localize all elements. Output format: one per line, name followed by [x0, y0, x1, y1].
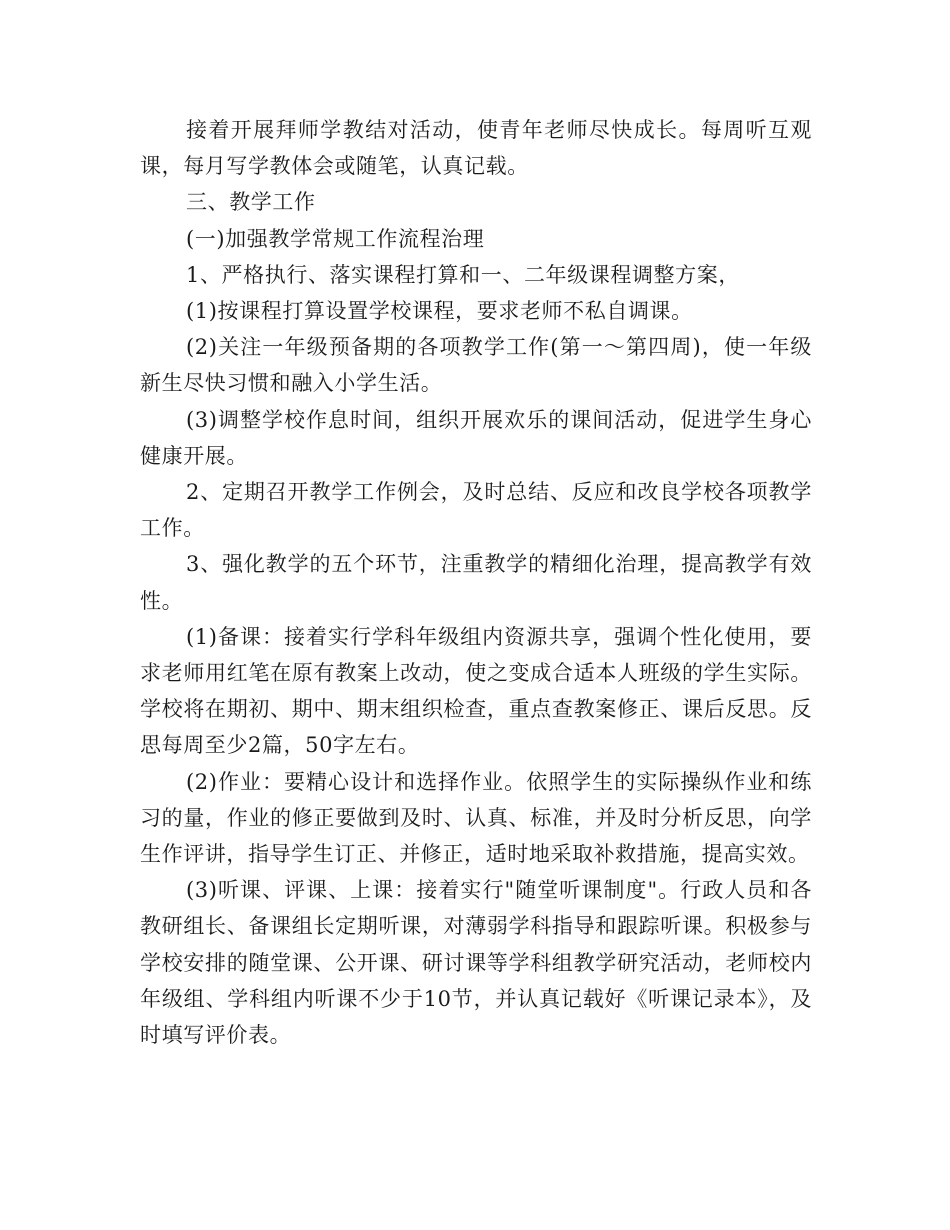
paragraph-item-1: 1、严格执行、落实课程打算和一、二年级课程调整方案，	[186, 262, 740, 287]
paragraph-item-1-3: (3)调整学校作息时间，组织开展欢乐的课间活动，促进学生身心健康开展。	[140, 407, 812, 468]
section-heading-teaching-work: 三、教学工作	[186, 190, 316, 215]
document-body	[140, 112, 812, 1053]
subsection-heading-routine-management: (一)加强教学常规工作流程治理	[186, 226, 485, 251]
paragraph-item-1-1: (1)按课程打算设置学校课程，要求老师不私自调课。	[186, 299, 693, 324]
paragraph-item-3-3-lesson-observation: (3)听课、评课、上课：接着实行"随堂听课制度"。行政人员和各教研组长、备课组长定期听课，对薄弱学科指导和跟踪听课。积极参与学校安排的随堂课、公开课、研讨课等学科组教学研究活动，老师校内年级组、学科组内听课不少于10节，并认真记载好《听课记录本》，及时填写评价表。	[140, 878, 812, 1048]
paragraph-mentoring: 接着开展拜师学教结对活动，使青年老师尽快成长。每周听互观课，每月写学教体会或随笔，认真记载。	[140, 118, 812, 179]
paragraph-item-3: 3、强化教学的五个环节，注重教学的精细化治理，提高教学有效性。	[140, 552, 812, 613]
paragraph-item-3-1-lesson-prep: (1)备课：接着实行学科年级组内资源共享，强调个性化使用，要求老师用红笔在原有教案上改动，使之变成合适本人班级的学生实际。学校将在期初、期中、期末组织检查，重点查教案修正、课后反思。反思每周至少2篇，50字左右。	[140, 624, 812, 758]
paragraph-item-3-2-homework: (2)作业：要精心设计和选择作业。依照学生的实际操纵作业和练习的量，作业的修正要做到及时、认真、标准，并及时分析反思，向学生作评讲，指导学生订正、并修正，适时地采取补救措施，提高实效。	[140, 769, 812, 867]
paragraph-item-2: 2、定期召开教学工作例会，及时总结、反应和改良学校各项教学工作。	[140, 480, 812, 541]
paragraph-item-1-2: (2)关注一年级预备期的各项教学工作(第一～第四周)，使一年级新生尽快习惯和融入小学生活。	[140, 335, 812, 396]
